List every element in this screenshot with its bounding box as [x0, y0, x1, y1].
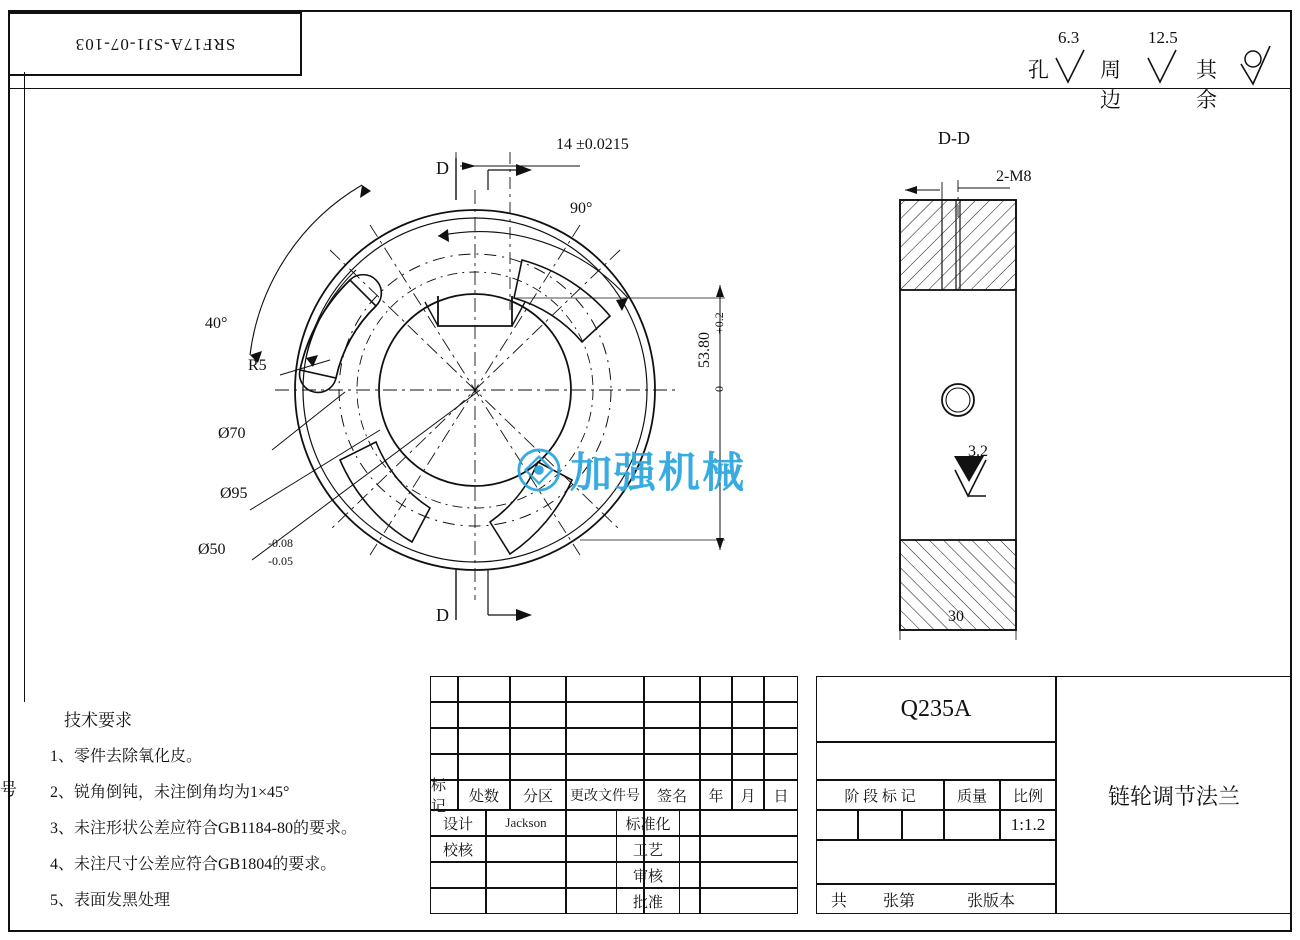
sheet-line-zhangdi: 张第	[882, 892, 915, 910]
rev-cell	[644, 728, 700, 754]
rev-cell	[764, 702, 798, 728]
col-header-biaoji: 标记	[430, 780, 458, 810]
rev-cell	[430, 862, 486, 888]
rev-cell	[644, 754, 700, 780]
material-cell: Q235A	[816, 676, 1056, 742]
rev-cell	[510, 728, 566, 754]
rev-cell	[510, 702, 566, 728]
part-code-text: SRF17A-SJ1-07-103	[74, 35, 236, 54]
rev-cell	[510, 754, 566, 780]
role-pizhun: 批准	[616, 888, 680, 914]
finish-hole-symbol-icon	[1054, 48, 1096, 88]
rev-cell	[644, 676, 700, 702]
rev-cell	[458, 676, 510, 702]
role-shenhe: 审核	[616, 862, 680, 888]
rev-cell	[816, 840, 1056, 884]
rev-cell	[700, 754, 732, 780]
watermark-text: 加强机械	[570, 451, 747, 497]
finish-edge-symbol-icon	[1146, 48, 1188, 88]
dim-30: 30	[948, 608, 964, 625]
rev-cell	[764, 728, 798, 754]
dim-d95: Ø95	[220, 485, 248, 502]
col-header-quality: 质量	[944, 780, 1000, 810]
rev-cell	[700, 836, 798, 862]
left-margin-char: 号	[0, 780, 17, 799]
rev-cell	[700, 676, 732, 702]
col-header-chushu: 处数	[458, 780, 510, 810]
col-header-scale: 比例	[1000, 780, 1056, 810]
rev-cell	[430, 888, 486, 914]
title-block-table	[430, 676, 1292, 940]
finish-edge-value: 12.5	[1148, 28, 1178, 47]
watermark	[516, 440, 746, 500]
finish-other-symbol-icon	[1238, 46, 1284, 88]
tech-requirement-item: 5、表面发黑处理	[50, 892, 171, 909]
dim-d50-upper-tol: -0.08	[268, 536, 293, 550]
rev-cell	[732, 676, 764, 702]
rev-cell	[700, 728, 732, 754]
rev-cell	[700, 810, 798, 836]
part-name-cell: 链轮调节法兰	[1056, 676, 1292, 914]
col-header-yue: 月	[732, 780, 764, 810]
dim-d50-lower-tol: -0.05	[268, 554, 293, 568]
rev-cell	[430, 728, 458, 754]
part-code-box	[8, 12, 302, 76]
rev-cell	[430, 676, 458, 702]
col-header-fenqu: 分区	[510, 780, 566, 810]
sheet-line-gong: 共	[830, 892, 847, 910]
tech-requirement-item: 4、未注尺寸公差应符合GB1804的要求。	[50, 856, 337, 873]
tech-requirements-title: 技术要求	[64, 711, 132, 730]
dim-d70: Ø70	[218, 425, 246, 442]
finish-hole-value: 6.3	[1058, 28, 1080, 47]
rev-cell	[458, 702, 510, 728]
rev-cell	[644, 702, 700, 728]
stage-cell	[816, 810, 858, 840]
stage-cell	[902, 810, 944, 840]
sheet-row-frame	[816, 884, 1056, 914]
rev-cell	[566, 702, 644, 728]
rev-cell	[566, 754, 644, 780]
rev-cell	[764, 676, 798, 702]
rev-cell	[566, 676, 644, 702]
finish-other-label: 其余	[1196, 58, 1217, 112]
rev-cell	[700, 862, 798, 888]
rev-cell	[566, 728, 644, 754]
designer-name-text: Jackson	[505, 815, 547, 830]
col-header-genggai: 更改文件号	[566, 780, 644, 810]
role-biaozhunhua: 标准化	[616, 810, 680, 836]
dim-40deg: 40°	[205, 315, 228, 332]
role-jiaohe: 校核	[430, 836, 486, 862]
stage-cell	[858, 810, 902, 840]
rev-cell	[764, 754, 798, 780]
rev-cell	[510, 676, 566, 702]
rev-cell	[486, 888, 566, 914]
col-header-stage: 阶 段 标 记	[816, 780, 944, 810]
scale-cell: 1:1.2	[1000, 810, 1056, 840]
tech-requirement-item: 1、零件去除氧化皮。	[50, 748, 203, 765]
tech-requirement-item: 2、锐角倒钝，未注倒角均为1×45°	[50, 784, 290, 801]
section-mark-d-top: D	[436, 158, 449, 178]
role-gongyi: 工艺	[616, 836, 680, 862]
finish-edge-label: 周边	[1100, 58, 1121, 112]
rev-cell	[732, 754, 764, 780]
rev-cell	[486, 862, 566, 888]
designer-name	[486, 810, 566, 836]
rev-cell	[732, 728, 764, 754]
dim-14: 14 ±0.0215	[556, 136, 629, 153]
frame-left-inner-line	[24, 72, 25, 702]
rev-cell	[430, 702, 458, 728]
rev-cell	[458, 754, 510, 780]
quality-cell	[944, 810, 1000, 840]
dim-d50: Ø50	[198, 541, 226, 558]
dim-r5: R5	[248, 357, 267, 374]
dim-5380: 53.80	[696, 332, 713, 368]
tech-requirement-item: 3、未注形状公差应符合GB1184-80的要求。	[50, 820, 357, 837]
dim-5380-upper-tol: +0.2	[712, 312, 726, 334]
section-mark-d-bottom: D	[436, 605, 449, 625]
finish-hole-label: 孔	[1028, 58, 1049, 82]
dim-90deg: 90°	[570, 200, 593, 217]
section-view-title: D-D	[938, 128, 970, 148]
rev-cell	[732, 702, 764, 728]
tech-requirements	[50, 706, 430, 923]
rev-cell	[700, 888, 798, 914]
rev-cell	[458, 728, 510, 754]
section-view-drawing	[860, 160, 1120, 640]
col-header-qianming: 签名	[644, 780, 700, 810]
sheet-line-zhangbanben: 张版本	[966, 892, 1015, 910]
role-sheji: 设计	[430, 810, 486, 836]
col-header-nian: 年	[700, 780, 732, 810]
dim-3p2: 3.2	[968, 443, 988, 460]
rev-cell	[486, 836, 566, 862]
front-view-drawing	[180, 130, 760, 650]
rev-cell	[816, 742, 1056, 780]
rev-cell	[700, 702, 732, 728]
dim-5380-lower-tol: 0	[712, 386, 726, 392]
watermark-logo-icon	[516, 447, 562, 493]
col-header-ri: 日	[764, 780, 798, 810]
dim-2-m8: 2-M8	[996, 168, 1032, 185]
